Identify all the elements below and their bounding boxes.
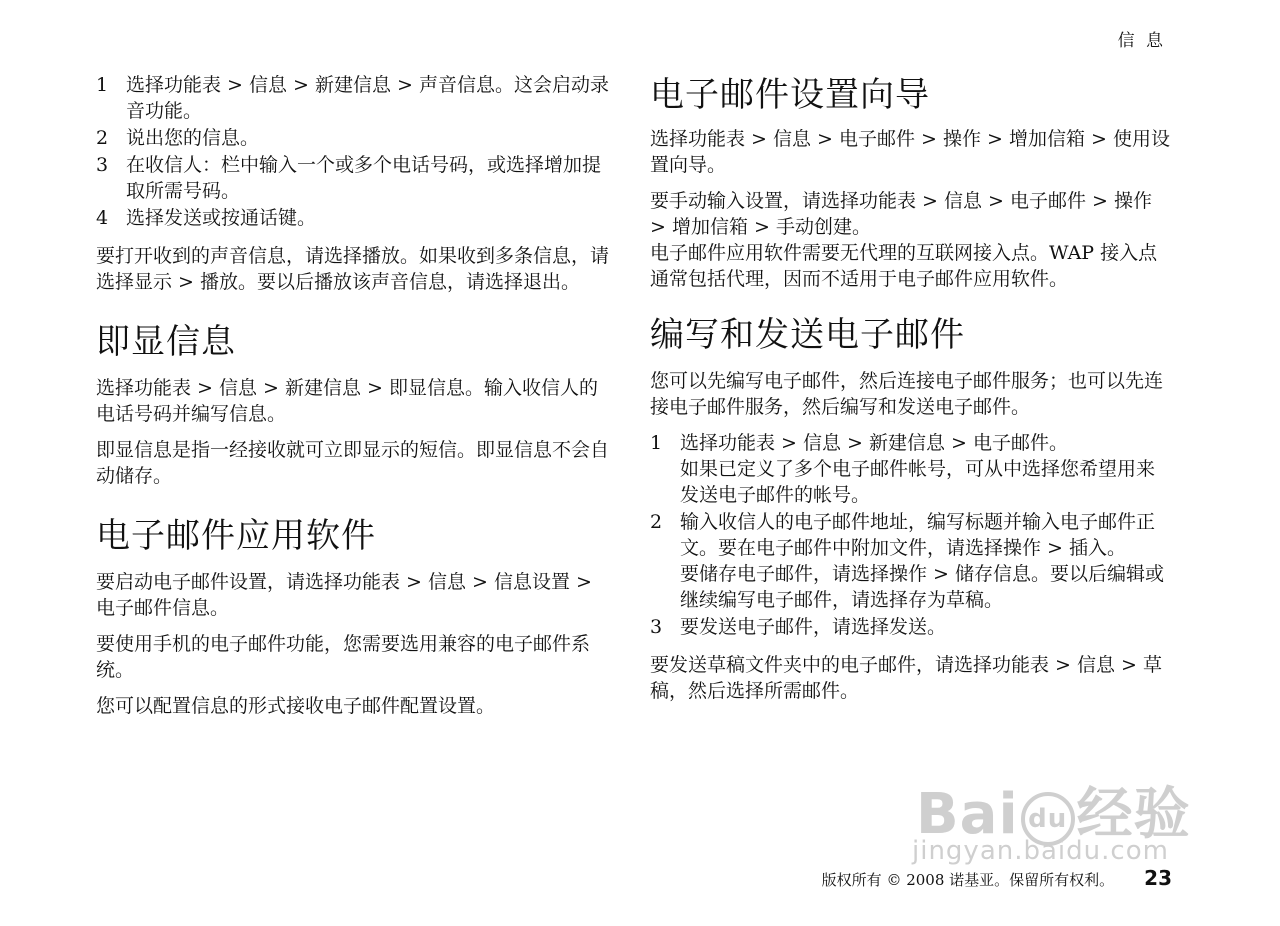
list-item: 4 选择发送或按通话键。 bbox=[96, 207, 317, 229]
left-column bbox=[96, 72, 616, 729]
email-app-paragraph: 要使用手机的电子邮件功能，您需要选用兼容的电子邮件系统。 bbox=[96, 633, 591, 681]
watermark-url: jingyan.baidu.com bbox=[912, 836, 1169, 866]
voice-playback-paragraph: 要打开收到的声音信息，请选择播放。如果收到多条信息，请选择显示 > 播放。要以后播放该声音信息，请选择退出。 bbox=[96, 245, 610, 293]
compose-email-steps bbox=[650, 430, 1172, 640]
list-item: 3 在收信人：栏中输入一个或多个电话号码，或选择增加提取所需号码。 bbox=[96, 154, 602, 202]
email-app-paragraph: 您可以配置信息的形式接收电子邮件配置设置。 bbox=[96, 695, 496, 717]
list-item: 1 选择功能表 > 信息 > 新建信息 > 声音信息。这会启动录音功能。 bbox=[96, 74, 609, 122]
flash-message-paragraph: 选择功能表 > 信息 > 新建信息 > 即显信息。输入收信人的电话号码并编写信息。 bbox=[96, 377, 598, 425]
list-item: 1 选择功能表 > 信息 > 新建信息 > 电子邮件。 如果已定义了多个电子邮件帐号，可从中选择您希望用来发送电子邮件的帐号。 bbox=[650, 432, 1156, 506]
email-app-heading: 电子邮件应用软件 bbox=[96, 516, 376, 556]
drafts-paragraph: 要发送草稿文件夹中的电子邮件，请选择功能表 > 信息 > 草稿，然后选择所需邮件。 bbox=[650, 654, 1162, 702]
voice-message-steps bbox=[96, 72, 616, 231]
flash-message-description: 即显信息是指一经接收就可立即显示的短信。即显信息不会自动储存。 bbox=[96, 439, 610, 487]
list-item: 2 说出您的信息。 bbox=[96, 127, 260, 149]
running-header: 信 息 bbox=[1117, 31, 1166, 51]
email-wizard-paragraph: 电子邮件应用软件需要无代理的互联网接入点。WAP 接入点通常包括代理，因而不适用于电子邮件应用软件。 bbox=[650, 242, 1158, 290]
email-wizard-paragraph: 要手动输入设置，请选择功能表 > 信息 > 电子邮件 > 操作 > 增加信箱 > 手动创建。 bbox=[650, 190, 1152, 238]
page-footer bbox=[822, 866, 1172, 890]
compose-email-intro: 您可以先编写电子邮件，然后连接电子邮件服务；也可以先连接电子邮件服务，然后编写和发送电子邮件。 bbox=[650, 370, 1164, 418]
compose-email-heading: 编写和发送电子邮件 bbox=[650, 315, 965, 355]
watermark-brand: Bai du 经验 bbox=[916, 782, 1191, 847]
email-wizard-paragraph: 选择功能表 > 信息 > 电子邮件 > 操作 > 增加信箱 > 使用设置向导。 bbox=[650, 128, 1170, 176]
page-number: 23 bbox=[1144, 866, 1172, 890]
list-item: 3 要发送电子邮件，请选择发送。 bbox=[650, 616, 947, 638]
paw-icon: du bbox=[1021, 792, 1075, 846]
right-column bbox=[650, 72, 1172, 714]
email-wizard-heading: 电子邮件设置向导 bbox=[650, 75, 930, 115]
copyright-notice: 版权所有 © 2008 诺基亚。保留所有权利。 bbox=[821, 871, 1115, 889]
email-app-paragraph: 要启动电子邮件设置，请选择功能表 > 信息 > 信息设置 > 电子邮件信息。 bbox=[96, 571, 592, 619]
baidu-watermark bbox=[908, 770, 1208, 880]
list-item: 2 输入收信人的电子邮件地址，编写标题并输入电子邮件正文。要在电子邮件中附加文件，请选择操作 > 插入。 要储存电子邮件，请选择操作 > 储存信息。要以后编辑或继续编写电子邮件，请选择存为草稿。 bbox=[650, 511, 1165, 611]
flash-message-heading: 即显信息 bbox=[96, 322, 236, 362]
